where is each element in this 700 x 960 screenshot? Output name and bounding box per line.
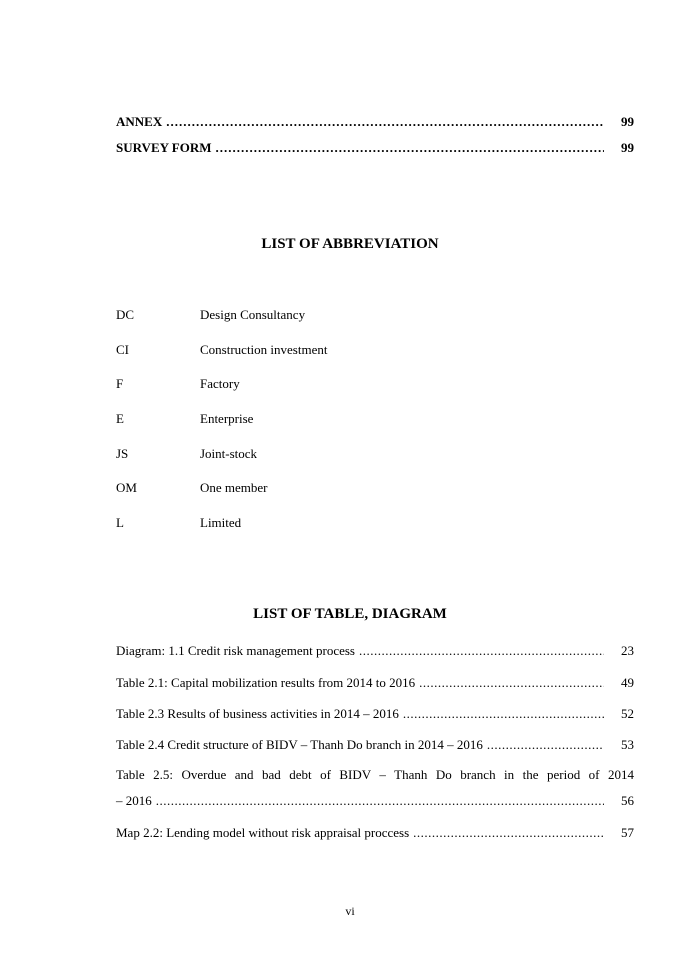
table-list-entry[interactable] <box>116 793 634 809</box>
abbreviation-meaning: Factory <box>200 376 240 391</box>
dot-leader <box>156 793 604 809</box>
abbreviation-meaning: Joint-stock <box>200 446 258 461</box>
toc-label: SURVEY FORM <box>116 140 212 155</box>
abbreviation-meaning: Construction investment <box>200 342 328 357</box>
entry-label: Table 2.4 Credit structure of BIDV – Thanh Do branch in 2014 – 2016 <box>116 737 483 752</box>
abbreviation-heading: LIST OF ABBREVIATION <box>261 236 439 252</box>
abbreviation: F <box>116 376 124 391</box>
table-list-entry[interactable] <box>116 643 634 659</box>
toc-entry-survey-form[interactable] <box>116 140 634 156</box>
abbreviation: DC <box>116 307 135 322</box>
table-list-entry[interactable] <box>116 675 634 691</box>
dot-leader <box>487 737 604 753</box>
dot-leader <box>215 140 604 156</box>
tables-heading: LIST OF TABLE, DIAGRAM <box>253 606 447 622</box>
page-number-footer: vi <box>345 904 355 918</box>
entry-page-number: 23 <box>621 643 634 658</box>
abbreviation: E <box>116 411 124 426</box>
table-list-entry[interactable] <box>116 706 634 722</box>
dot-leader <box>413 825 604 841</box>
entry-page-number: 53 <box>621 737 634 752</box>
toc-label: ANNEX <box>116 114 163 129</box>
entry-label: Table 2.3 Results of business activities in 2014 – 2016 <box>116 706 399 721</box>
abbreviation: JS <box>116 446 129 461</box>
entry-label: Table 2.5: Overdue and bad debt of BIDV – Thanh Do branch in the period of 2014 <box>116 767 634 782</box>
dot-leader <box>166 114 604 130</box>
entry-label: Diagram: 1.1 Credit risk management process <box>116 643 355 658</box>
entry-label: Table 2.1: Capital mobilization results from 2014 to 2016 <box>116 675 416 690</box>
table-list-entry[interactable] <box>116 825 634 841</box>
entry-label: Map 2.2: Lending model without risk appraisal proccess <box>116 825 410 840</box>
abbreviation: L <box>116 515 124 530</box>
abbreviation: OM <box>116 480 137 495</box>
toc-page-number: 99 <box>621 140 634 155</box>
dot-leader <box>359 643 604 659</box>
entry-page-number: 52 <box>621 706 634 721</box>
dot-leader <box>403 706 604 722</box>
abbreviation-meaning: Enterprise <box>200 411 254 426</box>
table-list-entry[interactable] <box>116 737 634 753</box>
entry-page-number: 49 <box>621 675 634 690</box>
abbreviation-meaning: Design Consultancy <box>200 307 306 322</box>
toc-page-number: 99 <box>621 114 634 129</box>
dot-leader <box>419 675 604 691</box>
entry-page-number: 56 <box>621 793 634 808</box>
table-list-entry-first-line[interactable] <box>116 767 634 783</box>
abbreviation-meaning: One member <box>200 480 268 495</box>
abbreviation-meaning: Limited <box>200 515 242 530</box>
abbreviation: CI <box>116 342 129 357</box>
entry-page-number: 57 <box>621 825 634 840</box>
entry-label-continued: – 2016 <box>116 793 152 808</box>
toc-entry-annex[interactable] <box>116 114 634 130</box>
